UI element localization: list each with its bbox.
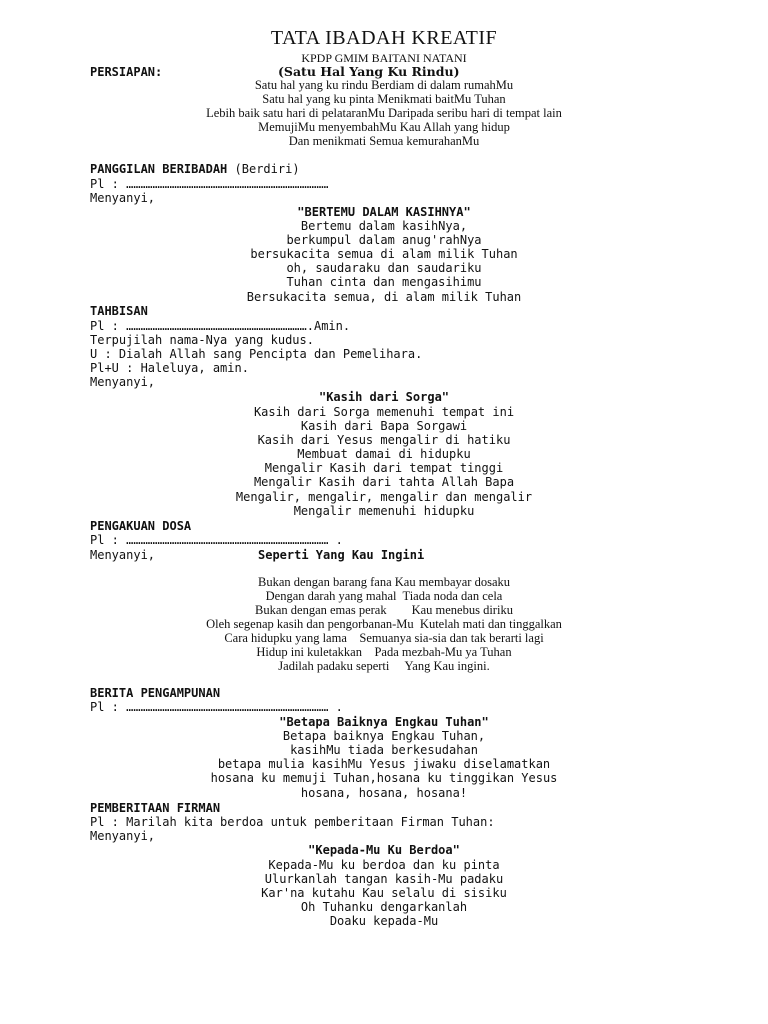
- song-title-kasih-dari-sorga: "Kasih dari Sorga": [318, 390, 450, 404]
- song-line: Bukan dengan barang fana Kau membayar dosaku: [258, 575, 510, 589]
- song-line: Kepada-Mu ku berdoa dan ku pinta: [268, 858, 500, 872]
- liturgy-line: Menyanyi,: [90, 375, 156, 389]
- song-line: Dengan darah yang mahal Tiada noda dan cela: [265, 589, 503, 603]
- liturgy-line: Menyanyi,: [90, 548, 156, 562]
- song-line: Doaku kepada-Mu: [329, 914, 439, 928]
- song-line: Oh Tuhanku dengarkanlah: [300, 900, 468, 914]
- document-title: TATA IBADAH KREATIF: [270, 27, 498, 49]
- section-heading-pemberitaan: PEMBERITAAN FIRMAN: [90, 801, 221, 815]
- liturgy-line: Pl : ………………………………………………………………………… .: [90, 533, 343, 547]
- liturgy-line: Terpujilah nama-Nya yang kudus.: [90, 333, 314, 347]
- song-title-kepada-mu: "Kepada-Mu Ku Berdoa": [308, 843, 460, 857]
- liturgy-line: Menyanyi,: [90, 829, 156, 843]
- song-line: Kasih dari Yesus mengalir di hatiku: [257, 433, 511, 447]
- section-heading-pengakuan: PENGAKUAN DOSA: [90, 519, 192, 533]
- song-line: kasihMu tiada berkesudahan: [290, 743, 478, 757]
- song-line: Oleh segenap kasih dan pengorbanan-Mu Kutelah mati dan tinggalkan: [206, 617, 562, 631]
- song-title-bertemu: "BERTEMU DALAM KASIHNYA": [297, 205, 471, 219]
- song-line: Satu hal yang ku rindu Berdiam di dalam rumahMu: [254, 78, 514, 92]
- song-line: Bukan dengan emas perak Kau menebus diriku: [255, 603, 513, 617]
- section-heading-tahbisan: TAHBISAN: [90, 304, 148, 318]
- section-heading-berita: BERITA PENGAMPUNAN: [90, 686, 221, 700]
- song-line: Jadilah padaku seperti Yang Kau ingini.: [278, 659, 490, 673]
- song-line: MemujiMu menyembahMu Kau Allah yang hidup: [258, 120, 510, 134]
- song-line: oh, saudaraku dan saudariku: [286, 261, 482, 275]
- song-line: bersukacita semua di alam milik Tuhan: [250, 247, 518, 261]
- liturgy-line: Pl : …………………………………………………………………………: [90, 177, 329, 191]
- song-line: betapa mulia kasihMu Yesus jiwaku diselamatkan: [217, 757, 551, 771]
- song-line: Kasih dari Sorga memenuhi tempat ini: [253, 405, 515, 419]
- song-line: Hidup ini kuletakkan Pada mezbah-Mu ya Tuhan: [256, 645, 512, 659]
- song-line: Dan menikmati Semua kemurahanMu: [288, 134, 480, 148]
- song-line: Tuhan cinta dan mengasihimu: [286, 275, 482, 289]
- song-line: berkumpul dalam anug'rahNya: [286, 233, 482, 247]
- song-line: Mengalir, mengalir, mengalir dan mengalir: [235, 490, 533, 504]
- song-line: Mengalir Kasih dari tempat tinggi: [264, 461, 504, 475]
- song-line: Cara hidupku yang lama Semuanya sia-sia dan tak berarti lagi: [224, 631, 544, 645]
- song-line: Membuat damai di hidupku: [297, 447, 471, 461]
- song-line: Kasih dari Bapa Sorgawi: [300, 419, 468, 433]
- document-subtitle: KPDP GMIM BAITANI NATANI: [301, 51, 467, 65]
- liturgy-line: U : Dialah Allah sang Pencipta dan Pemelihara.: [90, 347, 423, 361]
- song-title-betapa-baiknya: "Betapa Baiknya Engkau Tuhan": [279, 715, 489, 729]
- song-line: hosana ku memuji Tuhan,hosana ku tinggikan Yesus: [210, 771, 558, 785]
- section-heading-persiapan: PERSIAPAN:: [90, 65, 163, 79]
- song-line: hosana, hosana, hosana!: [300, 786, 468, 800]
- song-line: Bertemu dalam kasihNya,: [300, 219, 468, 233]
- liturgy-line: Pl : ………………………………………………………………….Amin.: [90, 319, 351, 333]
- song-line: Bersukacita semua, di alam milik Tuhan: [246, 290, 522, 304]
- section-panggilan-heading-row: [90, 162, 300, 176]
- liturgy-line: Pl : Marilah kita berdoa untuk pemberitaan Firman Tuhan:: [90, 815, 495, 829]
- liturgy-line: Menyanyi,: [90, 191, 156, 205]
- song-line: Ulurkanlah tangan kasih-Mu padaku: [264, 872, 504, 886]
- song-line: Lebih baik satu hari di pelataranMu Daripada seribu hari di tempat lain: [206, 106, 562, 120]
- song-line: Mengalir Kasih dari tahta Allah Bapa: [253, 475, 515, 489]
- song-line: Betapa baiknya Engkau Tuhan,: [282, 729, 486, 743]
- song-line: Mengalir memenuhi hidupku: [293, 504, 475, 518]
- panggilan-note: (Berdiri): [234, 162, 300, 176]
- liturgy-line: Pl+U : Haleluya, amin.: [90, 361, 249, 375]
- song-title-satu-hal: (Satu Hal Yang Ku Rindu): [278, 64, 460, 79]
- song-line: Satu hal yang ku pinta Menikmati baitMu Tuhan: [262, 92, 506, 106]
- section-heading-panggilan: PANGGILAN BERIBADAH: [90, 162, 228, 176]
- song-title-seperti-yang-kau-ingini: Seperti Yang Kau Ingini: [258, 548, 425, 562]
- song-line: Kar'na kutahu Kau selalu di sisiku: [261, 886, 507, 900]
- liturgy-line: Pl : ………………………………………………………………………… .: [90, 700, 343, 714]
